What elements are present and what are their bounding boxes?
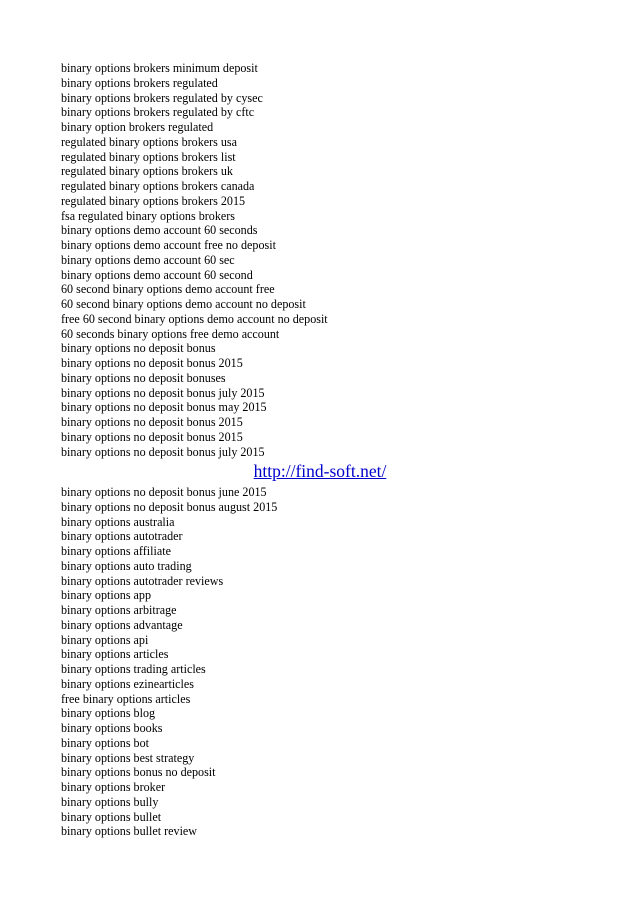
keyword-line: binary options no deposit bonus may 2015 xyxy=(61,400,267,415)
site-link[interactable]: http://find-soft.net/ xyxy=(253,461,387,481)
keyword-line: binary options no deposit bonus august 2015 xyxy=(61,499,278,514)
keyword-line: regulated binary options brokers uk xyxy=(61,164,233,179)
keyword-line: binary options no deposit bonus july 2015 xyxy=(61,444,265,459)
keyword-line: binary options bullet xyxy=(61,809,162,824)
link-row xyxy=(0,460,638,482)
keyword-line: binary options articles xyxy=(61,647,169,662)
keyword-line: binary options brokers minimum deposit xyxy=(61,61,258,75)
keyword-list-bottom xyxy=(61,485,581,839)
keyword-line: binary options app xyxy=(61,588,152,603)
keyword-line: 60 second binary options demo account no deposit xyxy=(61,297,306,311)
keyword-line: binary options advantage xyxy=(61,617,183,632)
keyword-line: binary options no deposit bonus 2015 xyxy=(61,429,243,444)
keyword-line: binary options ezinearticles xyxy=(61,676,194,691)
keyword-line: binary options autotrader reviews xyxy=(61,573,224,588)
keyword-line: regulated binary options brokers list xyxy=(61,149,236,164)
keyword-line: binary options autotrader xyxy=(61,529,183,544)
keyword-line: binary options api xyxy=(61,632,149,647)
keyword-line: regulated binary options brokers 2015 xyxy=(61,193,246,208)
keyword-line: binary options demo account free no deposit xyxy=(61,238,276,252)
keyword-line: binary options australia xyxy=(61,514,175,529)
keyword-line: binary options demo account 60 seconds xyxy=(61,223,258,238)
keyword-line: free 60 second binary options demo account no deposit xyxy=(61,311,328,326)
keyword-line: binary options no deposit bonus july 2015 xyxy=(61,385,265,400)
keyword-line: binary options books xyxy=(61,721,163,735)
keyword-line: 60 second binary options demo account free xyxy=(61,282,275,297)
keyword-line: binary options affiliate xyxy=(61,544,171,558)
keyword-line: binary options bullet review xyxy=(61,824,198,839)
keyword-line: binary options no deposit bonus 2015 xyxy=(61,415,243,429)
keyword-line: binary options bully xyxy=(61,794,159,809)
keyword-line: fsa regulated binary options brokers xyxy=(61,208,235,223)
keyword-line: binary options brokers regulated by cftc xyxy=(61,105,255,120)
keyword-line: free binary options articles xyxy=(61,691,191,706)
keyword-line: binary options arbitrage xyxy=(61,603,177,617)
keyword-line: binary options broker xyxy=(61,780,166,794)
keyword-line: binary options bonus no deposit xyxy=(61,765,216,780)
keyword-line: binary options no deposit bonuses xyxy=(61,370,226,385)
keyword-line: binary options auto trading xyxy=(61,558,192,573)
keyword-line: binary options demo account 60 sec xyxy=(61,252,235,267)
keyword-list-top xyxy=(61,61,581,459)
keyword-line: binary options no deposit bonus june 2015 xyxy=(61,485,267,499)
keyword-line: binary options brokers regulated xyxy=(61,75,218,90)
keyword-line: binary options demo account 60 second xyxy=(61,267,253,282)
keyword-line: 60 seconds binary options free demo account xyxy=(61,326,280,341)
keyword-line: binary option brokers regulated xyxy=(61,120,214,134)
keyword-line: binary options trading articles xyxy=(61,662,206,676)
keyword-line: binary options brokers regulated by cysec xyxy=(61,90,263,105)
keyword-line: binary options best strategy xyxy=(61,750,195,765)
keyword-line: regulated binary options brokers usa xyxy=(61,134,237,149)
keyword-line: binary options no deposit bonus xyxy=(61,341,216,356)
keyword-line: regulated binary options brokers canada xyxy=(61,179,255,193)
keyword-line: binary options bot xyxy=(61,735,150,750)
keyword-line: binary options blog xyxy=(61,706,156,721)
keyword-line: binary options no deposit bonus 2015 xyxy=(61,356,243,370)
